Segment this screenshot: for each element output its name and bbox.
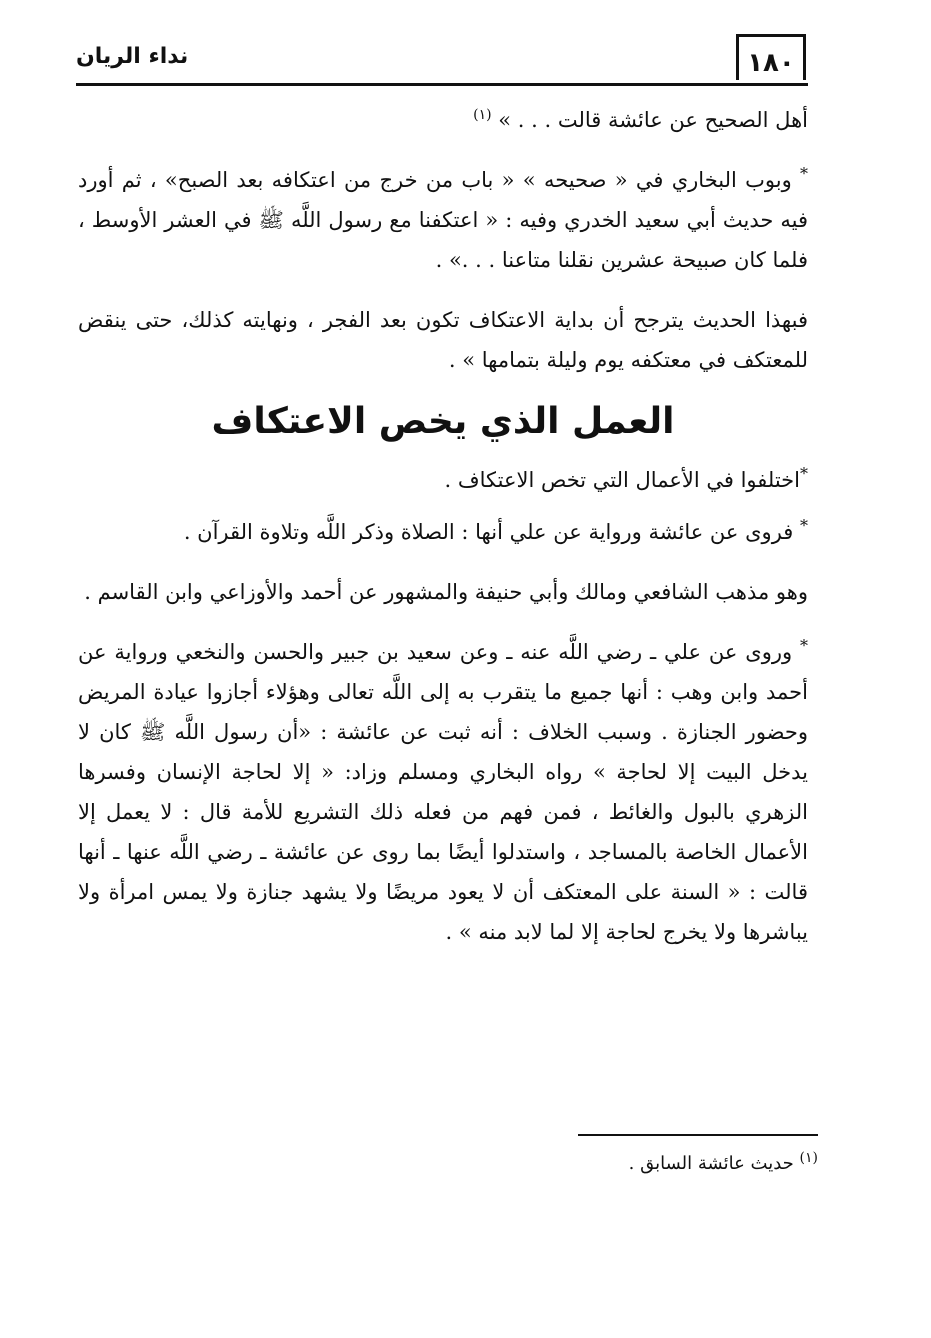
paragraph-4-star: * xyxy=(800,464,808,483)
paragraph-2 xyxy=(78,160,808,280)
paragraph-3-text: فبهذا الحديث يترجح أن بداية الاعتكاف تكون بعد الفجر ، ونهايته كذلك، حتى ينقض للمعتكف في معتكفه يوم وليلة بتمامها » . xyxy=(78,308,808,372)
footnote-text: حديث عائشة السابق . xyxy=(628,1153,800,1174)
footnote-rule xyxy=(578,1134,818,1136)
footnote xyxy=(629,1150,818,1174)
paragraph-5 xyxy=(78,512,808,552)
paragraph-2-star: * xyxy=(800,164,808,183)
paragraph-1 xyxy=(78,100,808,140)
header-rule xyxy=(76,83,808,86)
paragraph-3 xyxy=(78,300,808,380)
paragraph-7-star: * xyxy=(800,636,808,655)
running-title: نداء الريان xyxy=(76,44,189,69)
paragraph-7-text: وروى عن علي ـ رضي اللَّه عنه ـ وعن سعيد بن جبير والحسن والنخعي ورواية عن أحمد وابن وهب : أنها جميع ما يتقرب به إلى اللَّه تعالى وهؤلاء أجازوا عيادة المريض وحضور الجنازة . وسبب الخلاف : أنه ثبت عن عائشة : «أن رسول اللَّه ﷺ كان لا يدخل البيت إلا لحاجة » رواه البخاري ومسلم وزاد: « إلا لحاجة الإنسان وفسرها الزهري بالبول والغائط ، فمن فهم من فعله ذلك التشريع للأمة قال : لا يعمل إلا الأعمال الخاصة بالمساجد ، واستدلوا أيضًا بما روى عن عائشة ـ رضي اللَّه عنها ـ أنها قالت : « السنة على المعتكف أن لا يعود مريضًا ولا يشهد جنازة ولا يمس امرأة ولا يباشرها ولا يخرج لحاجة إلا لما لابد منه » . xyxy=(78,640,808,944)
page-header xyxy=(76,30,806,86)
footnote-reference: (١) xyxy=(473,107,492,123)
paragraph-4 xyxy=(78,460,808,500)
paragraph-1-text: أهل الصحيح عن عائشة قالت . . . » xyxy=(491,108,808,132)
footnote-number: (١) xyxy=(799,1150,818,1166)
paragraph-6 xyxy=(78,572,808,612)
body-text xyxy=(78,100,808,964)
paragraph-7 xyxy=(78,632,808,952)
paragraph-4-text: اختلفوا في الأعمال التي تخص الاعتكاف . xyxy=(444,468,800,492)
section-heading: العمل الذي يخص الاعتكاف xyxy=(211,401,675,442)
paragraph-6-text: وهو مذهب الشافعي ومالك وأبي حنيفة والمشهور عن أحمد والأوزاعي وابن القاسم . xyxy=(84,580,808,604)
paragraph-5-star: * xyxy=(800,516,808,535)
paragraph-5-text: فروى عن عائشة ورواية عن علي أنها : الصلاة وذكر اللَّه وتلاوة القرآن . xyxy=(183,520,800,544)
paragraph-2-text: وبوب البخاري في « صحيحه » « باب من خرج من اعتكافه بعد الصبح» ، ثم أورد فيه حديث أبي سعيد الخدري وفيه : « اعتكفنا مع رسول اللَّه ﷺ في العشر الأوسط ، فلما كان صبيحة عشرين نقلنا متاعنا . . .» . xyxy=(78,168,808,272)
page-number: ١٨٠ xyxy=(736,34,806,80)
